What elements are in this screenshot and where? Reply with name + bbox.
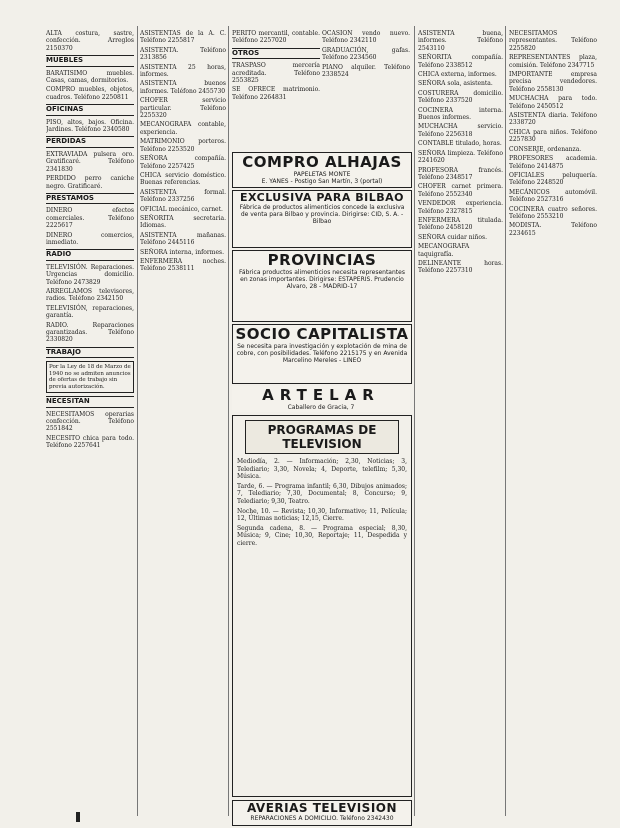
classified-ad: COCINERA cuatro señores. Teléfono 2553210	[509, 205, 597, 220]
classified-ad: CHOFER servicio particular. Teléfono 2255320	[140, 97, 226, 120]
classified-ad: DELINEANTE horas. Teléfono 2257310	[418, 259, 503, 275]
classified-ad: PROFESORES academia. Teléfono 2414875	[509, 155, 597, 170]
classified-ad: CONSERJE, ordenanza.	[509, 145, 582, 153]
classified-ad: ASISTENTA formal. Teléfono 2337256	[140, 188, 226, 204]
classified-ad: SEÑORA sola, asistenta.	[418, 80, 493, 88]
tv-schedule-paragraph: Noche, 10. — Revista; 10,30, Informativo; 11, Película; 12, Últimas noticias; 12,15, Cierre.	[237, 507, 407, 523]
column-rule	[414, 26, 415, 816]
section-heading: RADIO	[46, 249, 134, 260]
tv-schedule-paragraph: Segunda cadena, 8. — Programa especial; 8,30, Música; 9, Cine; 10,30, Reportaje; 11, Despedida y cierre.	[237, 524, 407, 547]
classified-ad: OCASIÓN vendo nuevo. Teléfono 2342110	[322, 30, 410, 45]
classified-ad: MECANOGRAFA taquigrafía.	[418, 243, 470, 258]
classified-ad: PIANO alquiler. Teléfono 2338524	[322, 63, 410, 79]
tv-schedule-paragraph: Mediodía, 2. — Información; 2,30, Noticias; 3, Telediario; 3,30, Novela; 4, Deporte, telefilm; 5,30, Música.	[237, 458, 407, 481]
classified-ad: MUCHACHA servicio. Teléfono 2256318	[418, 123, 503, 138]
classified-ad: SEÑORA interna, informes.	[140, 248, 224, 256]
legal-notice: Por la Ley de 18 de Marzo de 1940 no se admiten anuncios de ofertas de trabajo sin previa autorización.	[46, 361, 134, 393]
classified-ad: PROFESORA francés. Teléfono 2348517	[418, 166, 503, 181]
classified-ad: ASISTENTAS de la A. C. Teléfono 2255817	[140, 30, 226, 45]
socio-body: Se necesita para investigación y explotación de mina de cobre, con posibilidades. Teléfono 2215175 y en Avenida Marcelino Mereles - LINEO	[236, 343, 408, 364]
classified-ad: CHICA externa, informes.	[418, 71, 497, 79]
classified-ad: DINERO comercios, inmediato.	[46, 231, 134, 246]
section-heading: PRESTAMOS	[46, 193, 134, 204]
classified-ad: ASISTENTA 25 horas, informes.	[140, 63, 226, 79]
alhajas-title: COMPRO ALHAJAS	[242, 153, 402, 171]
classified-ad: SEÑORA cuidar niños.	[418, 233, 487, 241]
averias-body: REPARACIONES A DOMICILIO. Teléfono 2342430	[250, 815, 394, 822]
left-column	[46, 30, 134, 820]
provincias-body: Fábrica productos alimenticios necesita representantes en zonas importantes. Dirigirse: ESTAPERIS. Prudencio Alvaro, 28 - MADRID-17	[239, 269, 405, 290]
classified-ad: NECESITO chica para todo. Teléfono 2257641	[46, 434, 134, 450]
tv-body	[233, 458, 411, 548]
socio-title: SOCIO CAPITALISTA	[235, 325, 409, 343]
classified-ad: TELEVISIÓN. Reparaciones. Urgencias domicilio. Teléfono 2473829	[46, 263, 134, 286]
classified-ad: PISO, altos, bajos. Oficina. Jardines. Teléfono 2340580	[46, 118, 134, 134]
classified-ad: CHOFER carnet primera. Teléfono 2552340	[418, 183, 503, 198]
provincias-title: PROVINCIAS	[267, 251, 377, 269]
classified-ad: REPRESENTANTES plaza, comisión. Teléfono 2347715	[509, 54, 597, 69]
column-rule	[228, 26, 229, 816]
classified-ad: DINERO efectos comerciales. Teléfono 2225617	[46, 207, 134, 230]
artelar-line1: Caballero de Gracia, 7	[287, 404, 355, 411]
classified-ad: NECESITAMOS representantes. Teléfono 2255820	[509, 30, 597, 52]
classified-ad: IMPORTANTE empresa precisa vendedores. Teléfono 2558130	[509, 71, 597, 93]
classified-ad: BARATISIMO muebles. Casas, camas, dormitorios.	[46, 69, 134, 85]
third-column	[232, 30, 320, 148]
classified-ad: COCINERA interna. Buenos informes.	[418, 106, 503, 122]
classified-ad: ALTA costura, sastre, confección. Arreglos 2150370	[46, 30, 134, 52]
averias-ad	[232, 800, 412, 826]
classified-ad: CONTABLE titulado, horas.	[418, 140, 502, 148]
classified-ad: MUCHACHA para todo. Teléfono 2450512	[509, 95, 597, 110]
classified-ad: RADIO. Reparaciones garantizadas. Teléfono 2330820	[46, 321, 134, 344]
classified-ad: SEÑORA limpieza. Teléfono 2241620	[418, 149, 503, 165]
socio-ad	[232, 324, 412, 384]
classified-ad: ARREGLAMOS televisores, radios. Teléfono 2342150	[46, 287, 134, 303]
provincias-ad	[232, 250, 412, 322]
averias-title: AVERIAS TELEVISION	[246, 801, 398, 815]
classified-ad: MECÁNICOS automóvil. Teléfono 2527316	[509, 188, 597, 204]
classified-ad: OFICIAL mecánico, carnet.	[140, 205, 223, 213]
section-heading: MUEBLES	[46, 55, 134, 66]
classified-ad: MATRIMONIO porteros. Teléfono 2253520	[140, 138, 226, 153]
classified-ad: COSTURERA domicilio. Teléfono 2337520	[418, 89, 503, 105]
artelar-ad	[232, 386, 410, 412]
classified-ad: ASISTENTA mañanas. Teléfono 2445116	[140, 231, 226, 247]
right-column	[418, 30, 503, 820]
classified-ad: MECANOGRAFA contable, experiencia.	[140, 121, 226, 136]
classified-ad: VENDEDOR experiencia. Teléfono 2327815	[418, 200, 503, 215]
alhajas-line1: PAPELETAS MONTE	[293, 171, 351, 178]
bilbao-ad	[232, 190, 412, 248]
artelar-title: ARTELAR	[262, 386, 380, 404]
classified-ad: ENFERMERA titulada. Teléfono 2458120	[418, 216, 503, 232]
section-heading: OTROS	[232, 48, 320, 59]
far-right-column	[509, 30, 597, 820]
classified-ad: ASISTENTA diaria. Teléfono 2338720	[509, 112, 597, 127]
tv-title: PROGRAMAS DE TELEVISION	[245, 420, 399, 454]
fourth-column	[322, 30, 410, 148]
classified-ad: CHICA servicio doméstico. Buenas referencias.	[140, 171, 226, 187]
second-column	[140, 30, 226, 820]
classified-ad: MODISTA. Teléfono 2234615	[509, 222, 597, 237]
tv-schedule-paragraph: Tarde, 6. — Programa infantil; 6,30, Dibujos animados; 7, Telediario; 7,30, Documental; 8, Concurso; 9, Telediario; 9,30, Teatro.	[237, 482, 407, 505]
classified-ad: TRASPASO mercería acreditada. Teléfono 2553825	[232, 62, 320, 85]
alhajas-ad	[232, 152, 412, 188]
bilbao-body: Fábrica de productos alimenticios concede la exclusiva de venta para Bilbao y provincia. Dirigirse: CID, S. A. - Bilbao	[239, 204, 405, 225]
section-heading: PERDIDAS	[46, 136, 134, 147]
section-heading: TRABAJO	[46, 347, 134, 358]
column-rule	[137, 26, 138, 816]
classified-ad: SEÑORITA secretaria. Idiomas.	[140, 214, 226, 230]
classified-ad: NECESITAMOS operarias confección. Teléfono 2551842	[46, 410, 134, 433]
section-heading: OFICINAS	[46, 104, 134, 115]
classified-ad: ASISTENTA buena, informes. Teléfono 2543110	[418, 30, 503, 52]
classified-ad: GRADUACIÓN, gafas. Teléfono 2234560	[322, 46, 410, 62]
classified-ad: ENFERMERA noches. Teléfono 2538111	[140, 257, 226, 273]
column-rule	[505, 26, 506, 816]
bilbao-title: EXCLUSIVA PARA BILBAO	[240, 191, 404, 204]
classified-ad: SE OFRECE matrimonio. Teléfono 2264831	[232, 86, 320, 101]
classified-ad: SEÑORITA compañía. Teléfono 2338512	[418, 54, 503, 69]
classified-ad: PERITO mercantil, contable. Teléfono 2257020	[232, 30, 320, 45]
classified-ad: OFICIALES peluquería. Teléfono 2248520	[509, 171, 597, 187]
page-mark	[76, 812, 80, 822]
classified-ad: ASISTENTA. Teléfono 2313856	[140, 46, 226, 62]
classified-ad: SEÑORA compañía. Teléfono 2257425	[140, 155, 226, 170]
classified-ad: CHICA para niños. Teléfono 2257830	[509, 128, 597, 144]
classified-ad: COMPRO muebles, objetos, cuadros. Teléfono 2250811	[46, 86, 134, 101]
classified-ad: ASISTENTA buenos informes. Teléfono 2455730	[140, 80, 226, 95]
classified-ad: PERDIDO perro caniche negro. Gratificaré.	[46, 175, 134, 190]
classified-ad: TELEVISIÓN, reparaciones, garantía.	[46, 304, 134, 320]
classified-ad: EXTRAVIADA pulsera oro. Gratificaré. Teléfono 2341830	[46, 150, 134, 173]
section-heading: NECESITAN	[46, 396, 134, 407]
alhajas-line2: E. YANES - Postigo San Martín, 3 (portal)	[261, 178, 383, 185]
tv-programs-box	[232, 415, 412, 797]
